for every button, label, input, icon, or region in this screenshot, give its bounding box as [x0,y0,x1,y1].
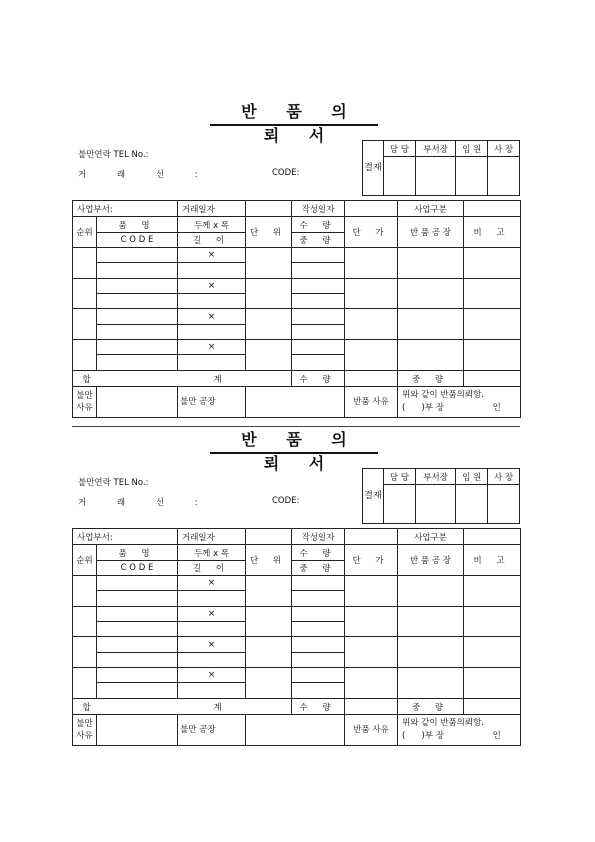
unit-price-cell[interactable] [345,340,398,371]
unit-price-cell[interactable] [345,668,398,699]
code-label: CODE: [272,168,300,178]
unit-price-cell[interactable] [345,606,398,637]
length-cell[interactable] [178,355,246,370]
quantity-header: 수 량 [292,545,345,560]
thickness-width-cell[interactable]: × [178,668,246,683]
unit-price-header: 단 가 [345,217,398,248]
length-cell[interactable] [178,622,246,637]
remarks-cell[interactable] [464,278,521,309]
item-name-cell[interactable] [97,606,178,621]
quantity-cell[interactable] [292,278,345,293]
complaint-factory-value[interactable] [246,387,345,418]
order-cell[interactable] [73,309,97,340]
unit-price-cell[interactable] [345,278,398,309]
quantity-cell[interactable] [292,340,345,355]
weight-cell[interactable] [292,263,345,278]
approval-sign-cell[interactable] [456,485,488,524]
quantity-cell[interactable] [292,309,345,324]
code-cell[interactable] [97,683,178,698]
write-date-value[interactable] [345,201,398,217]
item-name-cell[interactable] [97,278,178,293]
request-line-2: ( )부 장 인 [402,403,501,414]
return-factory-header: 반 품 공 장 [398,545,464,576]
remarks-cell[interactable] [464,309,521,340]
weight-cell[interactable] [292,652,345,667]
remarks-cell[interactable] [464,637,521,668]
order-header: 순위 [73,217,97,248]
biz-type-value[interactable] [464,201,521,217]
length-cell[interactable] [178,324,246,339]
code-cell[interactable] [97,324,178,339]
approval-label: 결재 [363,469,384,524]
tel-label: 불만연락 TEL No.: [78,478,149,488]
thickness-width-header: 두께 x 폭 [178,217,246,232]
return-items-table [72,200,521,418]
remarks-header: 비 고 [464,545,521,576]
return-factory-cell[interactable] [398,309,464,340]
approval-col-president: 사 장 [488,141,520,157]
approval-label: 결재 [363,141,384,196]
weight-cell[interactable] [292,324,345,339]
code-cell[interactable] [97,622,178,637]
total-weight-value[interactable] [464,698,521,714]
order-cell[interactable] [73,278,97,309]
weight-cell[interactable] [292,622,345,637]
weight-cell[interactable] [292,355,345,370]
complaint-factory-label: 불만 공장 [178,387,246,418]
client-label: 거 래 선 : [78,498,212,508]
approval-sign-cell[interactable] [488,157,520,196]
order-header: 순위 [73,545,97,576]
approval-col-executive: 임 원 [456,469,488,485]
approval-sign-cell[interactable] [415,157,456,196]
request-line-2: ( )부 장 인 [402,731,501,742]
write-date-value[interactable] [345,529,398,545]
return-factory-cell[interactable] [398,340,464,371]
biz-type-label: 사업구분 [398,529,464,545]
unit-price-cell[interactable] [345,248,398,279]
item-name-cell[interactable] [97,248,178,263]
thickness-width-header: 두께 x 폭 [178,545,246,560]
item-name-cell[interactable] [97,637,178,652]
write-date-label: 작성일자 [292,201,345,217]
remarks-cell[interactable] [464,668,521,699]
quantity-cell[interactable] [292,668,345,683]
return-factory-header: 반 품 공 장 [398,217,464,248]
approval-col-staff: 담 당 [384,469,416,485]
return-factory-cell[interactable] [398,668,464,699]
unit-cell[interactable] [246,340,292,371]
unit-cell[interactable] [246,637,292,668]
item-name-cell[interactable] [97,309,178,324]
approval-col-staff: 담 당 [384,141,416,157]
return-request-form-top [72,100,520,420]
order-cell[interactable] [73,668,97,699]
approval-col-manager: 부서장 [415,141,456,157]
weight-cell[interactable] [292,591,345,606]
return-reason-label: 반품 사유 [345,715,398,746]
complaint-reason-value[interactable] [97,715,178,746]
thickness-width-cell[interactable]: × [178,248,246,263]
thickness-width-cell[interactable]: × [178,278,246,293]
unit-cell[interactable] [246,668,292,699]
form-divider [72,426,520,427]
code-cell[interactable] [97,355,178,370]
unit-price-cell[interactable] [345,576,398,607]
total-quantity-value[interactable] [345,370,398,386]
order-cell[interactable] [73,576,97,607]
approval-sign-cell[interactable] [456,157,488,196]
return-items-table [72,528,521,746]
code-label: CODE: [272,496,300,506]
weight-header: 중 량 [292,232,345,247]
return-request-form-bottom [72,428,520,748]
quantity-cell[interactable] [292,576,345,591]
client-label: 거 래 선 : [78,170,212,180]
order-cell[interactable] [73,606,97,637]
thickness-width-cell[interactable]: × [178,340,246,355]
trade-date-label: 거래일자 [178,529,246,545]
weight-header: 중 량 [292,560,345,575]
remarks-cell[interactable] [464,606,521,637]
complaint-factory-label: 불만 공장 [178,715,246,746]
length-cell[interactable] [178,591,246,606]
sum-label: 합 계 [73,370,292,386]
unit-header: 단 위 [246,217,292,248]
request-line-1: 위와 같이 반품의뢰함. [402,718,485,729]
weight-cell[interactable] [292,294,345,309]
tel-label: 불만연락 TEL No.: [78,150,149,160]
unit-header: 단 위 [246,545,292,576]
approval-sign-cell[interactable] [415,485,456,524]
thickness-width-cell[interactable]: × [178,606,246,621]
quantity-cell[interactable] [292,637,345,652]
return-factory-cell[interactable] [398,606,464,637]
total-quantity-value[interactable] [345,698,398,714]
return-factory-cell[interactable] [398,278,464,309]
code-header: C O D E [97,232,178,247]
trade-date-label: 거래일자 [178,201,246,217]
return-factory-cell[interactable] [398,576,464,607]
approval-box [362,140,520,196]
length-cell[interactable] [178,652,246,667]
form-title: 반 품 의 뢰 서 [210,428,378,454]
order-cell[interactable] [73,637,97,668]
return-factory-cell[interactable] [398,637,464,668]
remarks-header: 비 고 [464,217,521,248]
trade-date-value[interactable] [246,201,292,217]
complaint-reason-label: 불만 사유 [73,715,97,746]
length-cell[interactable] [178,294,246,309]
complaint-reason-value[interactable] [97,387,178,418]
item-name-cell[interactable] [97,668,178,683]
item-name-cell[interactable] [97,576,178,591]
biz-type-value[interactable] [464,529,521,545]
total-quantity-label: 수 량 [292,370,345,386]
thickness-width-cell[interactable]: × [178,637,246,652]
length-cell[interactable] [178,683,246,698]
remarks-cell[interactable] [464,340,521,371]
unit-cell[interactable] [246,248,292,279]
trade-date-value[interactable] [246,529,292,545]
dept-label: 사업부서: [73,529,178,545]
unit-price-cell[interactable] [345,637,398,668]
order-cell[interactable] [73,340,97,371]
item-name-header: 품 명 [97,545,178,560]
length-header: 길 이 [178,560,246,575]
unit-cell[interactable] [246,278,292,309]
thickness-width-cell[interactable]: × [178,576,246,591]
remarks-cell[interactable] [464,248,521,279]
request-statement [398,715,521,746]
complaint-reason-label: 불만 사유 [73,387,97,418]
item-name-header: 품 명 [97,217,178,232]
unit-cell[interactable] [246,309,292,340]
length-cell[interactable] [178,263,246,278]
approval-col-manager: 부서장 [415,469,456,485]
thickness-width-cell[interactable]: × [178,309,246,324]
code-header: C O D E [97,560,178,575]
request-statement [398,387,521,418]
unit-price-cell[interactable] [345,309,398,340]
total-weight-value[interactable] [464,370,521,386]
code-cell[interactable] [97,591,178,606]
quantity-cell[interactable] [292,606,345,621]
unit-cell[interactable] [246,606,292,637]
weight-cell[interactable] [292,683,345,698]
return-factory-cell[interactable] [398,248,464,279]
form-title: 반 품 의 뢰 서 [210,100,378,126]
order-cell[interactable] [73,248,97,279]
write-date-label: 작성일자 [292,529,345,545]
biz-type-label: 사업구분 [398,201,464,217]
sum-label: 합 계 [73,698,292,714]
total-quantity-label: 수 량 [292,698,345,714]
approval-sign-cell[interactable] [384,157,416,196]
length-header: 길 이 [178,232,246,247]
request-line-1: 위와 같이 반품의뢰함. [402,390,485,401]
code-cell[interactable] [97,263,178,278]
quantity-cell[interactable] [292,248,345,263]
complaint-factory-value[interactable] [246,715,345,746]
unit-price-header: 단 가 [345,545,398,576]
remarks-cell[interactable] [464,576,521,607]
code-cell[interactable] [97,652,178,667]
approval-col-executive: 임 원 [456,141,488,157]
unit-cell[interactable] [246,576,292,607]
code-cell[interactable] [97,294,178,309]
approval-box [362,468,520,524]
dept-label: 사업부서: [73,201,178,217]
approval-col-president: 사 장 [488,469,520,485]
quantity-header: 수 량 [292,217,345,232]
total-weight-label: 중 량 [398,370,464,386]
approval-sign-cell[interactable] [384,485,416,524]
return-reason-label: 반품 사유 [345,387,398,418]
total-weight-label: 중 량 [398,698,464,714]
item-name-cell[interactable] [97,340,178,355]
approval-sign-cell[interactable] [488,485,520,524]
